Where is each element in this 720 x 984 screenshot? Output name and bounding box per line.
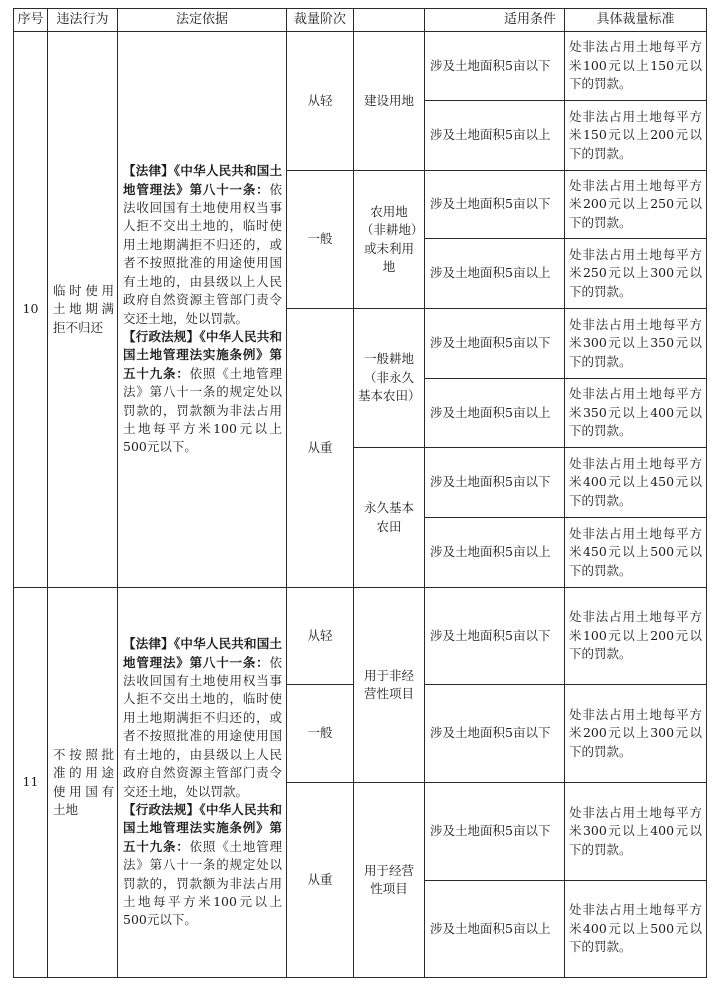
condition-cell: 涉及土地面积5亩以下 [430, 57, 551, 73]
law-content: 依法收回国有土地使用权当事人拒不交出土地的，临时使用土地期满拒不归还的，或者不按照批准的用途使用国有土地的，由县级以上人民政府自然资源主管部门责令交还土地，处以罚款。 [123, 181, 282, 326]
standard-cell [565, 309, 706, 378]
legal-basis [118, 588, 286, 977]
land-type-cell: 一般耕地（非永久基本农田） [358, 351, 421, 404]
standard-cell [565, 448, 706, 517]
land-type-cell: 用于经营性项目 [363, 862, 414, 896]
standard-text: 处非法占用土地每平方米400元以上500元以下的罚款。 [569, 902, 702, 955]
regulation-content: 依照《土地管理法》第八十一条的规定处以罚款的，罚款额为非法占用土地每平方米100元以上500元以下。 [123, 838, 282, 928]
standard-text: 处非法占用土地每平方米450元以上500元以下的罚款。 [569, 525, 702, 578]
standard-cell [565, 101, 706, 170]
standard-text: 处非法占用土地每平方米250元以上300元以下的罚款。 [569, 246, 702, 299]
standard-text: 处非法占用土地每平方米100元以上200元以下的罚款。 [569, 609, 702, 662]
violation-act-text: 不按照批准的用途使用国有土地 [53, 746, 114, 817]
standard-cell [565, 518, 706, 587]
standard-cell [565, 685, 706, 782]
legal-basis-text [123, 162, 282, 457]
standard-cell [565, 881, 706, 977]
col-line [353, 8, 354, 978]
level-cell: 一般 [307, 231, 333, 247]
standard-text: 处非法占用土地每平方米150元以上200元以下的罚款。 [569, 108, 702, 161]
legal-basis-text [123, 635, 282, 930]
law-citation: 【法律】《中华人民共和国土地管理法》第八十一条： [123, 163, 282, 197]
condition-cell: 涉及土地面积5亩以下 [430, 627, 551, 643]
standard-cell [565, 171, 706, 238]
standard-text: 处非法占用土地每平方米400元以上450元以下的罚款。 [569, 455, 702, 508]
standard-text: 处非法占用土地每平方米350元以上400元以下的罚款。 [569, 386, 702, 439]
col-line [706, 8, 707, 978]
standard-text: 处非法占用土地每平方米300元以上350元以下的罚款。 [569, 316, 702, 369]
condition-cell: 涉及土地面积5亩以下 [430, 335, 551, 351]
regulation-citation: 【行政法规】《中华人民共和国土地管理法实施条例》第五十九条： [123, 328, 282, 381]
law-content: 依法收回国有土地使用权当事人拒不交出土地的，临时使用土地期满拒不归还的，或者不按照批准的用途使用国有土地的，由县级以上人民政府自然资源主管部门责令交还土地，处以罚款。 [123, 654, 282, 799]
level-cell: 从重 [307, 871, 333, 887]
legal-basis [118, 32, 286, 587]
condition-cell: 涉及土地面积5亩以上 [430, 920, 551, 936]
standard-text: 处非法占用土地每平方米100元以上150元以下的罚款。 [569, 39, 702, 92]
regulation-citation: 【行政法规】《中华人民共和国土地管理法实施条例》第五十九条： [123, 801, 282, 854]
condition-cell: 涉及土地面积5亩以下 [430, 196, 551, 212]
land-type-cell: 建设用地 [363, 92, 414, 108]
header-cell-act: 违法行为 [56, 11, 109, 27]
header-cell-condition: 适用条件 [503, 11, 556, 27]
header-cell-law: 法定依据 [175, 11, 228, 27]
land-type-cell: 用于非经营性项目 [363, 667, 414, 701]
standard-text: 处非法占用土地每平方米200元以上300元以下的罚款。 [569, 706, 702, 759]
level-cell: 从轻 [307, 627, 333, 643]
header-cell-standard: 具体裁量标准 [596, 11, 675, 27]
land-type-cell: 农用地（非耕地）或未利用地 [360, 203, 418, 274]
condition-cell: 涉及土地面积5亩以上 [430, 404, 551, 420]
level-cell: 从重 [307, 439, 333, 455]
condition-cell: 涉及土地面积5亩以下 [430, 474, 551, 490]
row-number: 11 [22, 774, 39, 790]
violation-act [48, 588, 117, 977]
standard-cell [565, 783, 706, 880]
condition-cell: 涉及土地面积5亩以上 [430, 265, 551, 281]
condition-cell: 涉及土地面积5亩以上 [430, 544, 551, 560]
regulation-content: 依照《土地管理法》第八十一条的规定处以罚款的，罚款额为非法占用土地每平方米100元以上500元以下。 [123, 365, 282, 455]
standard-cell [565, 379, 706, 447]
condition-cell: 涉及土地面积5亩以下 [430, 725, 551, 741]
header-cell-no: 序号 [17, 11, 44, 27]
header-cell-level: 裁量阶次 [293, 11, 346, 27]
land-type-cell: 永久基本农田 [363, 500, 414, 534]
standard-text: 处非法占用土地每平方米200元以上250元以下的罚款。 [569, 177, 702, 230]
condition-cell: 涉及土地面积5亩以下 [430, 823, 551, 839]
level-cell: 从轻 [307, 92, 333, 108]
law-citation: 【法律】《中华人民共和国土地管理法》第八十一条： [123, 636, 282, 670]
violation-act-text: 临时使用土地期满拒不归还 [53, 282, 114, 335]
standard-cell [565, 32, 706, 100]
condition-cell: 涉及土地面积5亩以上 [430, 127, 551, 143]
level-cell: 一般 [307, 725, 333, 741]
violation-act [48, 32, 117, 587]
standard-cell [565, 588, 706, 684]
row-number: 10 [22, 301, 39, 317]
standard-text: 处非法占用土地每平方米300元以上400元以下的罚款。 [569, 804, 702, 857]
standard-cell [565, 239, 706, 308]
